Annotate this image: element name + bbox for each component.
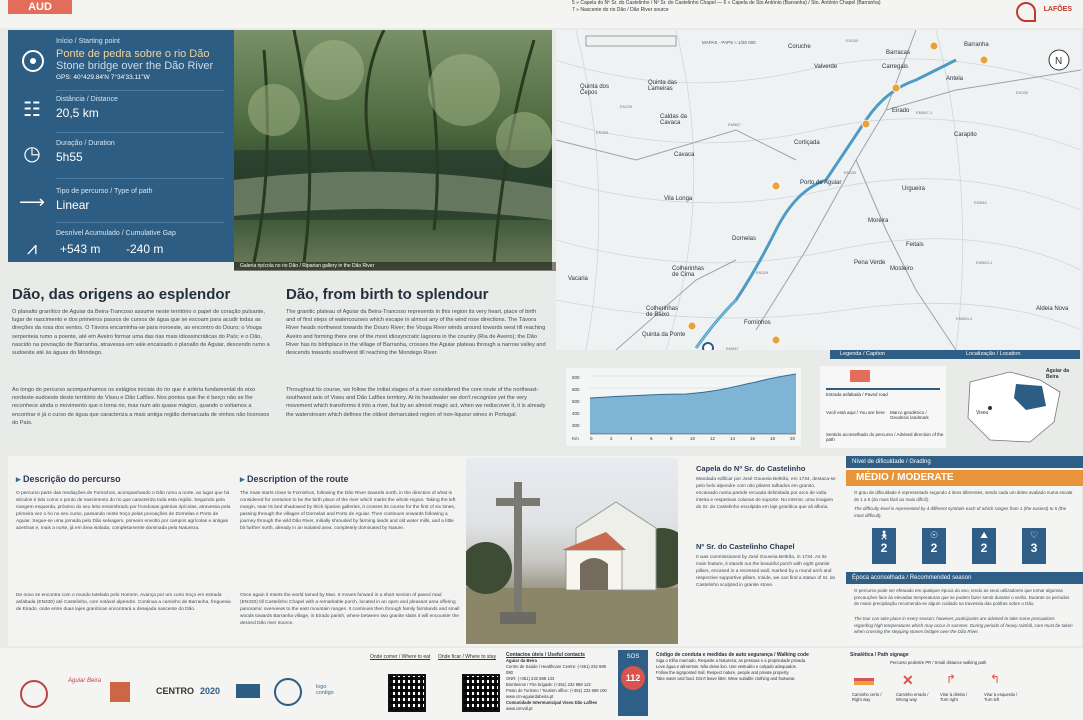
- where-to-stay-label: Onde ficar / Where to stay: [438, 654, 497, 660]
- map-place: Quinta dos Cepos: [580, 84, 610, 96]
- map-place: Barranha: [964, 42, 989, 48]
- corner-tag: AUD: [8, 0, 72, 14]
- linear-path-icon: ⟶: [19, 192, 45, 212]
- hiker-icon: 🚶︎: [878, 530, 890, 540]
- route-map: [556, 30, 1081, 350]
- qr-code-icon[interactable]: [388, 674, 426, 712]
- legend-sign-icon: [850, 370, 870, 382]
- elevation-y-axis: [572, 372, 580, 432]
- legend-geo-label: Marco geodésico / Geodesic landmark: [890, 410, 929, 420]
- map-place: Cavaca: [674, 152, 695, 158]
- contacts-title: Contactos úteis / Useful contacts: [506, 652, 585, 658]
- grading-text-en: The difficulty level is represented by 4 different symbols each of which ranges from 1 (the easiest) to 5 (the most difficult).: [854, 506, 1067, 518]
- legend-trail-label: Estrada asfaltada / Paved road: [826, 392, 888, 397]
- map-canvas: [556, 30, 1081, 350]
- top-legend: [572, 0, 932, 14]
- gps-coordinates: GPS: 40°429.84'N 7°34'33.11"W: [56, 74, 150, 81]
- walking-code-line: Leve água e alimentos. Não deixe lixo. Use vestuário e calçado adequados.: [656, 664, 797, 669]
- description-text-pt-2: De novo se encontra com o mundo tutelado pelo Homem. Avança por um curto troço em estrada asfaltada (EN330) até Castelinho, com notável alpendre. Continua a caminho de Barranha, freguesia de Eirado, onde entre duas lajes graníticas encontrará a desejada nascente do Dão.: [16, 593, 231, 613]
- start-label: Início / Starting point: [56, 38, 120, 45]
- distance-label: Distância / Distance: [56, 96, 118, 103]
- y-tick: 600: [572, 387, 580, 392]
- map-place: Cortiçada: [794, 140, 820, 146]
- map-place: Vila Longa: [664, 196, 693, 202]
- x-tick: 0: [590, 436, 593, 441]
- route-info-panel: [8, 30, 234, 262]
- intro-text-pt-2: Ao longo do percurso acompanhamos os estágios iniciais do rio que é artéria fundamental do eixo nordeste-sudoeste deste território de Viseu e Dão Lafões. Nos pontos que lhe é berço não se lhe reconhece ainda o movimento que o torna rio, mas num ato quase mágico, quando o voltamos a encontrar é já o curso de água que caracteriza a mais antiga região demarcada de vinhos não licorosos do País.: [12, 387, 270, 426]
- signage-label: Caminho certo / Right way: [852, 692, 882, 702]
- map-place: Colherinhas de Cima: [672, 266, 705, 278]
- terrain-icon: ⛰: [980, 530, 988, 540]
- walking-code-line: Take water and food. Don't leave litter. Wear suitable clothing and footwear.: [656, 676, 796, 681]
- location-viseu: Viseu: [976, 410, 989, 416]
- bullet-arrow-icon: ▸: [16, 474, 24, 484]
- legend-trail-line: [826, 388, 940, 390]
- where-to-eat-label: Onde comer / Where to eat: [370, 654, 431, 660]
- map-road: EN329: [596, 130, 609, 135]
- grading-score-box: [1022, 528, 1046, 564]
- x-tick: 16: [750, 436, 756, 441]
- map-place: Valverde: [814, 64, 838, 70]
- contact-line: www.cimvdl.pt: [506, 706, 533, 711]
- grading-score: 3: [1030, 541, 1038, 555]
- description-text-en-1: The route starts close to Forninhos, following the Dão River towards north, in the direction of what is considered for centuries to be the birth place of the river which marks the whole region. Taking the left margin, near its bed shadowed by thick riparian galleries, it crosses its course for the first of six times, passing through the villages of Dornelas and Porto de Aguiar. Then continues onwards following a journey through the wild Dão River, initially shrouded by farming lands and old water mills, and a little bit further north, already in an isolated area, completely dominated by Nature.: [240, 491, 456, 532]
- partner-logo: [274, 678, 302, 706]
- map-place: Aldeia Nova: [1036, 306, 1069, 312]
- map-place: Forninhos: [744, 320, 771, 326]
- signage-label: Virar à direita / Turn right: [940, 692, 968, 702]
- map-place: Mosteiro: [890, 266, 914, 272]
- chapel-text-pt: Mandada edificar por José Gouveia Beltrão, em 1734, destaca-se pelo belo alpendre com oito pilares talhados em granito, encaixado numa parede recuada delimitada por arco de volta inteira e respetivas colunas de suporte. No interior, uma imagem do Sr. do Castelinho esculpida em laje granítica que ali afloria.: [696, 477, 836, 510]
- elevation-icon: ⩘: [26, 238, 38, 258]
- legend-caption-label: Legenda / Caption: [840, 351, 885, 357]
- map-place: Coruche: [788, 44, 811, 50]
- contact-line: Centro de Saúde / Healthcare Centre: (+351) 232 689 080: [506, 664, 606, 675]
- x-tick: 14: [730, 436, 736, 441]
- grading-score-box: [972, 528, 996, 564]
- right-way-sign-icon: [854, 678, 874, 685]
- map-road: EM583: [974, 200, 987, 205]
- brand-icon: [1016, 2, 1036, 22]
- map-road: EM583-2: [956, 316, 973, 321]
- map-road: EM587: [728, 122, 741, 127]
- map-place: Carregais: [882, 64, 909, 70]
- brand-text: LAFÕES: [1043, 6, 1072, 13]
- grading-score-box: [922, 528, 946, 564]
- turn-left-sign-icon: ↰: [990, 672, 1001, 686]
- river-photo-art: [234, 30, 552, 262]
- intro-text-pt-1: O planalto granítico de Aguiar da Beira-Trancoso assume neste território o papel de coração pulsante, lugar de nascimento e dos primeiros passos de cursos de água que se escoam para acudir todas as direções da rosa dos ventos. O Távora encaminha-se para noroeste, ao encontro do Douro; o Vouga serpenteia rumo a poente, até em Aveiro formar uma das rias mais idiossincráticas do País; e o Dão, nascido na povoação de Barranha, atravessa em vale encaixado o planalto de Aguiar, descendo rumo a sudoeste até às águas do Mondego.: [12, 309, 270, 357]
- contact-line: www.cm-aguiardabeira.pt: [506, 694, 554, 699]
- grading-score: 2: [930, 541, 938, 555]
- elevation-profile: [566, 368, 801, 446]
- walking-code-line: Follow the signposted trail. Respect nature, people and private property.: [656, 670, 790, 675]
- signage-title: Sinalética / Path signage: [850, 652, 909, 658]
- start-point-icon: [22, 50, 44, 72]
- sos-number: 112: [621, 666, 645, 690]
- distance-icon: ☷: [23, 99, 41, 121]
- photo-caption: Galeria ripícola no rio Dão / Riparian gallery in the Dão River: [234, 262, 558, 271]
- path-type-label: Tipo de percurso / Type of path: [56, 188, 153, 195]
- bullet-arrow-icon: ▸: [240, 474, 248, 484]
- season-text-pt: O percurso pode ser efetuado em qualquer época do ano, tendo as seus utilizadores que tomar algumas precauções face às elevadas temperaturas que se podem fazer sentir durante o verão. Durante os períodos de maior precipitação recomenda-se algum cuidado na travessia das poldras sobre o Dão.: [854, 588, 1070, 606]
- footer: [0, 648, 1083, 720]
- location-map: [950, 362, 1080, 450]
- map-road: EN330: [1016, 90, 1029, 95]
- walking-code-title: Código de conduta e medidas de auto segurança / Walking code: [656, 652, 809, 658]
- contacts-block: [506, 652, 614, 718]
- x-tick: 8: [670, 436, 673, 441]
- elevation-chart: [566, 368, 801, 446]
- grading-header: Nível de dificuldade / Grading: [846, 456, 1083, 468]
- orientation-icon: ☉: [929, 530, 939, 540]
- location-label: Aguiar da Beira: [1046, 368, 1070, 380]
- elevation-gain: +543 m: [60, 242, 101, 256]
- signage-heading: Percurso pedestre PR / Small distance walking path: [890, 660, 987, 665]
- y-tick: 300: [572, 423, 580, 428]
- signage-block: [850, 652, 1076, 716]
- partner-logo: [20, 680, 48, 708]
- chapel-photo-art: [466, 458, 678, 644]
- map-place: Urgueira: [902, 186, 926, 192]
- map-place: Barracas: [886, 50, 911, 56]
- map-place: Pena Verde: [854, 260, 886, 266]
- effort-icon: ♡: [1029, 530, 1039, 540]
- eu-flag-icon: [236, 684, 260, 698]
- chapel-photo: [466, 458, 678, 644]
- duration-label: Duração / Duration: [56, 140, 115, 147]
- map-road: EN229: [620, 104, 633, 109]
- x-tick: 6: [650, 436, 653, 441]
- grading-text-pt: O grau de dificuldade é representado segundo 4 itens diferentes, sendo cada um deles avaliado numa escala de 1 a 5 (do mais fácil ao mais difícil).: [854, 490, 1073, 502]
- y-tick: 400: [572, 411, 580, 416]
- contact-line: Aguiar da Beira: [506, 658, 537, 663]
- grading-score: 2: [880, 541, 888, 555]
- signage-label: Caminho errado / Wrong way: [896, 692, 929, 702]
- turn-right-sign-icon: ↱: [946, 672, 957, 686]
- chapel-text-en: It was commissioned by José Gouveia Beltrão, in 1734. As its main feature, it stands out the beautiful porch with eight granite pillars, encased in a recessed wall, marked by a round arch and respective supportive pillars. Inside, we can find a statue of Sr. do Castelinho sculpted in granite stone.: [696, 555, 836, 588]
- x-tick: 4: [630, 436, 633, 441]
- map-road: EM587-1: [916, 110, 933, 115]
- river-photo: [234, 30, 552, 270]
- start-point-name: Ponte de pedra sobre o rio Dão: [56, 48, 210, 60]
- distance-value: 20,5 km: [56, 106, 99, 120]
- map-place: Moreira: [868, 218, 889, 224]
- wrong-way-sign-icon: ✕: [902, 672, 914, 688]
- map-place: Vacaria: [568, 276, 588, 282]
- season-header: Época aconselhada / Recommended season: [846, 572, 1083, 584]
- map-legend-bar: [830, 350, 1080, 359]
- svg-text:N: N: [1055, 56, 1063, 67]
- partner-logo-aguiar: Aguiar Beira: [68, 678, 102, 684]
- sos-block: [618, 650, 648, 716]
- x-tick: 10: [690, 436, 696, 441]
- clock-icon: ◷: [23, 143, 41, 165]
- partner-logo-contigo: logo contigo: [316, 684, 334, 696]
- contact-line: GNR: (+351) 232 688 133: [506, 676, 555, 681]
- y-tick: 500: [572, 399, 580, 404]
- grading-panel: [846, 456, 1080, 646]
- grading-score: 2: [980, 541, 988, 555]
- top-legend-line: 7 » Nascente do rio Dão / Dão River source: [572, 7, 669, 13]
- grading-score-box: [872, 528, 896, 564]
- map-place: Dornelas: [732, 236, 757, 242]
- start-point-name-en: Stone bridge over the Dão River: [56, 60, 214, 72]
- duration-value: 5h55: [56, 150, 83, 164]
- partner-logo-centro: CENTRO: [156, 686, 194, 696]
- x-tick: 2: [610, 436, 613, 441]
- intro-title-pt: Dão, das origens ao esplendor: [12, 286, 231, 303]
- map-legend: [820, 366, 946, 448]
- y-tick: 800: [572, 375, 580, 380]
- map-place: Colherinhas de Baixo: [646, 306, 679, 318]
- map-place: Feitais: [906, 242, 924, 248]
- map-place: Porto de Aguiar: [800, 180, 842, 186]
- map-road: EM583-1: [976, 260, 993, 265]
- brand-logo: [1000, 0, 1080, 26]
- legend-location-label: Localização / Location: [966, 351, 1021, 357]
- map-place: Carapito: [954, 132, 977, 138]
- season-text-en: The tour can take place in every season; however, participants are advised to take some precautions regarding high temperatures which may occur in summer. During periods of heavy rainfall, care must be taken when crossing the stepping stones bridges over the Dão River.: [854, 616, 1073, 634]
- grading-level: MÉDIO / MODERATE: [846, 470, 1083, 486]
- description-text-en-2: Once again it meets the world tamed by Man. It moves forward in a short section of paved road (EN330) till Castelinho Chapel with a remarkable porch, located in an open and pleasant area offering panoramic overviews to the east mountain ranges. It continues then through family farmlands and small woods towards Barranha village, in Eirado parish, where between two granite slabs it will encounter the desired Dão river source.: [240, 593, 460, 627]
- sos-label: SOS: [626, 654, 640, 660]
- description-text-pt-1: O percurso parte das mediações de Forninhos, acompanhando o Dão rumo a norte, ao lugar que há séculos é tido como o ponto de nascimento do rio que caracteriza toda esta região. Seguindo pela margem esquerda, próximo do seu leito ensombrado por frondosas galerias ripícolas, atravessa pela primeira vez o rio no seu curso, passando neste troço pelas povoações de Dornelas e Porto de Aguiar. Segue-se uma jornada pelo Dão selvagem, primeiro envolto por campos agrícolas e antigas azenhas e, mais a norte, já em área isolada, completamente dominada pela Natureza.: [16, 491, 231, 532]
- x-tick: 18: [770, 436, 776, 441]
- path-type-value: Linear: [56, 198, 90, 212]
- partner-logo-2020: 2020: [200, 686, 221, 696]
- contact-line: Bombeiros / Fire brigade: (+351) 232 688 122: [506, 682, 591, 687]
- contact-line: Comunidade Intermunicipal Viseu Dão Lafões: [506, 700, 598, 705]
- map-road: EM587: [726, 346, 739, 351]
- signage-label: Virar à esquerda / Turn left: [984, 692, 1018, 702]
- map-place: Quinta da Ponte: [642, 332, 686, 338]
- description-title-en: ▸ Description of the route: [240, 474, 349, 484]
- elevation-loss: -240 m: [126, 242, 164, 256]
- gap-label: Desnível Acumulado / Cumulative Gap: [56, 230, 176, 237]
- legend-direction-label: Sentido aconselhado do percurso / Advised direction of the path: [826, 432, 944, 442]
- walking-code-line: Siga o trilho marcado. Respeite a Natureza; as pessoas e a propriedade privada.: [656, 658, 807, 663]
- map-place: Antela: [946, 76, 964, 82]
- x-tick: 20: [790, 436, 796, 441]
- partner-logo: [110, 682, 130, 702]
- qr-code-icon[interactable]: [462, 674, 500, 712]
- intro-text-en-1: The granitic plateau of Aguiar da Beira-Trancoso represents in this region its very heart, place of birth and of first steps of watercourses which escape in almost any of the wind rose directions. The Távora River heads northwest towards the Douro River; the Vouga River winds around towards west till reaching Aveiro and forming there one of the most idiosyncratic lagoons in the country (Ria de Aveiro); the Dão River has its birthplace in the village of Barranha, crosses the Aguiar plateau through a narrow valley and descends towards southwest till reaching the Mondego River.: [286, 309, 546, 357]
- legend-you-label: Você está aqui / You are here: [826, 410, 885, 415]
- map-scale: MAPAS · PAPS ≈ 1/25 000: [702, 40, 756, 45]
- intro-title-en: Dão, from birth to splendour: [286, 286, 489, 303]
- map-place: Caldas da Cavaca: [660, 114, 688, 126]
- intro-text-en-2: Throughout its course, we follow the initial stages of a river considered the core route of the northeast-southwest axis of Viseu and Dão Lafões territory. At its headwater we don't recognize yet the very movement which transforms it into a river, but by an almost magic act, when we rediscover it, it is already the waterstream which defines the oldest demarcated region of non-liqueur wines in Portugal.: [286, 387, 546, 418]
- description-title-pt: ▸ Descrição do percurso: [16, 474, 121, 484]
- contact-line: Posto de Turismo / Tourism office: (+351) 232 689 100: [506, 688, 607, 693]
- chapel-title-pt: Capela do Nº Sr. do Castelinho: [696, 464, 806, 473]
- map-road: EN329: [756, 270, 769, 275]
- walking-code-block: [656, 652, 846, 716]
- map-place: Eirado: [892, 108, 910, 114]
- map-road: EN330: [844, 170, 857, 175]
- top-legend-line: 5 » Capela do Nº Sr. do Castelinho / Nº Sr. do Castelinho Chapel — 6 » Capela de Sto António (Barranha) / Sto. António Chapel (Barranha): [572, 0, 881, 6]
- map-place: Quinta das Lameiras: [648, 80, 678, 92]
- x-unit: Km: [572, 436, 579, 441]
- chapel-title-en: Nº Sr. do Castelinho Chapel: [696, 542, 795, 551]
- map-road: EN330: [846, 38, 859, 43]
- x-tick: 12: [710, 436, 716, 441]
